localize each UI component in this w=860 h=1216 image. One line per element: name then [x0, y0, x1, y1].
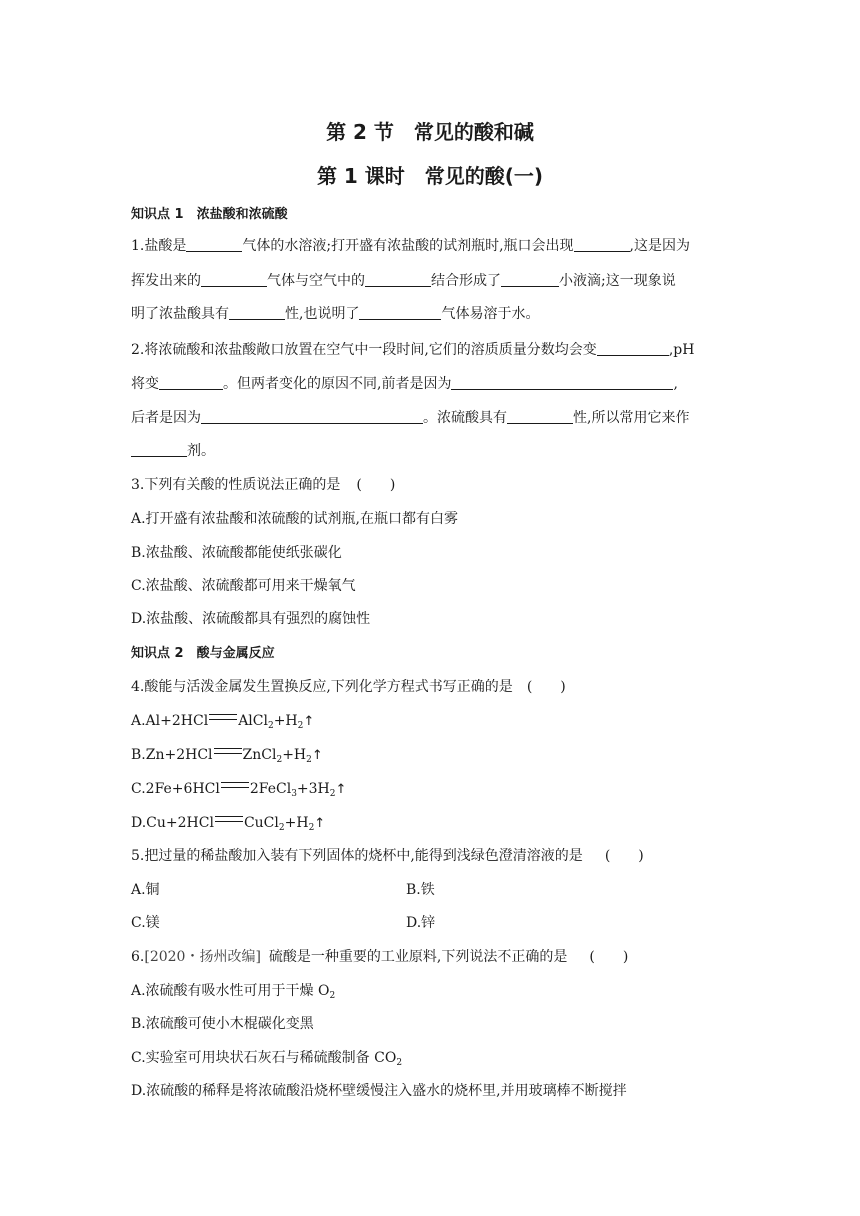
- question-source: [2020・扬州改编]: [144, 949, 261, 965]
- section-title: 第 2 节 常见的酸和碱: [326, 120, 534, 144]
- q1-line-1: 1.盐酸是 气体的水溶液;打开盛有浓盐酸的试剂瓶时,瓶口会出现 ,这是因为: [131, 238, 690, 254]
- answer-blank[interactable]: [597, 341, 669, 356]
- q3-option-c: C.浓盐酸、浓硫酸都可用来干燥氧气: [131, 578, 356, 594]
- answer-blank[interactable]: [451, 375, 673, 390]
- q2-line-4: 剂。: [131, 442, 215, 460]
- gas-arrow-icon: ↑: [314, 816, 326, 831]
- q2-line-2: 将变 。但两者变化的原因不同,前者是因为 ,: [131, 376, 678, 392]
- q1-line-2: 挥发出来的 气体与空气中的 结合形成了 小液滴;这一现象说: [131, 273, 676, 289]
- answer-blank[interactable]: [229, 305, 285, 320]
- knowledge-point-2: 知识点 2 酸与金属反应: [131, 646, 275, 661]
- q4-option-b: B.Zn+2HCl $ZnCl_2+H_2↑$: [131, 747, 323, 765]
- equals-sign-icon: [209, 714, 237, 720]
- answer-blank[interactable]: [359, 305, 441, 320]
- answer-blank[interactable]: [501, 272, 559, 287]
- q6-option-c: C.实验室可用块状石灰石与稀硫酸制备 $CO_2$: [131, 1050, 403, 1068]
- q4-option-a: A.Al+2HCl $AlCl_2+H_2↑$: [131, 713, 315, 731]
- q3-option-a: A.打开盛有浓盐酸和浓硫酸的试剂瓶,在瓶口都有白雾: [131, 511, 459, 527]
- answer-paren[interactable]: ( ): [604, 848, 644, 864]
- q6-option-d: D.浓硫酸的稀释是将浓硫酸沿烧杯壁缓慢注入盛水的烧杯里,并用玻璃棒不断搅拌: [131, 1083, 627, 1099]
- answer-paren[interactable]: ( ): [526, 679, 566, 695]
- equals-sign-icon: [215, 816, 243, 822]
- answer-blank[interactable]: [186, 237, 242, 252]
- answer-blank[interactable]: [201, 409, 423, 424]
- answer-blank[interactable]: [365, 272, 431, 287]
- q5-option-d: D.锌: [406, 915, 436, 931]
- q6-stem: 6.[2020・扬州改编] 硫酸是一种重要的工业原料,下列说法不正确的是 ( ): [131, 949, 629, 965]
- knowledge-point-1: 知识点 1 浓盐酸和浓硫酸: [131, 207, 288, 222]
- q3-stem: 3.下列有关酸的性质说法正确的是 ( ): [131, 477, 396, 493]
- q3-option-b: B.浓盐酸、浓硫酸都能使纸张碳化: [131, 545, 342, 561]
- answer-blank[interactable]: [131, 442, 187, 457]
- q2-line-1: 2.将浓硫酸和浓盐酸敞口放置在空气中一段时间,它们的溶质质量分数均会变 ,pH: [131, 342, 695, 358]
- q5-option-a: A.铜: [131, 882, 160, 898]
- answer-paren[interactable]: ( ): [589, 949, 629, 965]
- equals-sign-icon: [214, 748, 242, 754]
- q4-option-c: C.2Fe+6HCl $2FeCl_3+3H_2↑$: [131, 781, 347, 799]
- gas-arrow-icon: ↑: [335, 782, 347, 797]
- answer-blank[interactable]: [201, 272, 267, 287]
- q6-option-a: A.浓硫酸有吸水性可用于干燥 $O_2$: [131, 983, 336, 1001]
- gas-arrow-icon: ↑: [311, 748, 323, 763]
- q5-option-b: B.铁: [406, 882, 435, 898]
- q6-option-b: B.浓硫酸可使小木棍碳化变黑: [131, 1016, 314, 1032]
- q1-line-3: 明了浓盐酸具有 性,也说明了 气体易溶于水。: [131, 306, 540, 322]
- answer-blank[interactable]: [159, 375, 223, 390]
- answer-blank[interactable]: [574, 237, 630, 252]
- gas-arrow-icon: ↑: [303, 714, 315, 729]
- answer-blank[interactable]: [507, 409, 573, 424]
- equals-sign-icon: [221, 782, 249, 788]
- q3-option-d: D.浓盐酸、浓硫酸都具有强烈的腐蚀性: [131, 611, 371, 627]
- q4-option-d: D.Cu+2HCl $CuCl_2+H_2↑$: [131, 815, 326, 833]
- q2-line-3: 后者是因为 。浓硫酸具有 性,所以常用它来作: [131, 410, 690, 426]
- answer-paren[interactable]: ( ): [356, 477, 396, 493]
- q5-option-c: C.镁: [131, 915, 160, 931]
- q4-stem: 4.酸能与活泼金属发生置换反应,下列化学方程式书写正确的是 ( ): [131, 679, 566, 695]
- q5-stem: 5.把过量的稀盐酸加入装有下列固体的烧杯中,能得到浅绿色澄清溶液的是 ( ): [131, 848, 644, 864]
- lesson-title: 第 1 课时 常见的酸(一): [316, 164, 544, 188]
